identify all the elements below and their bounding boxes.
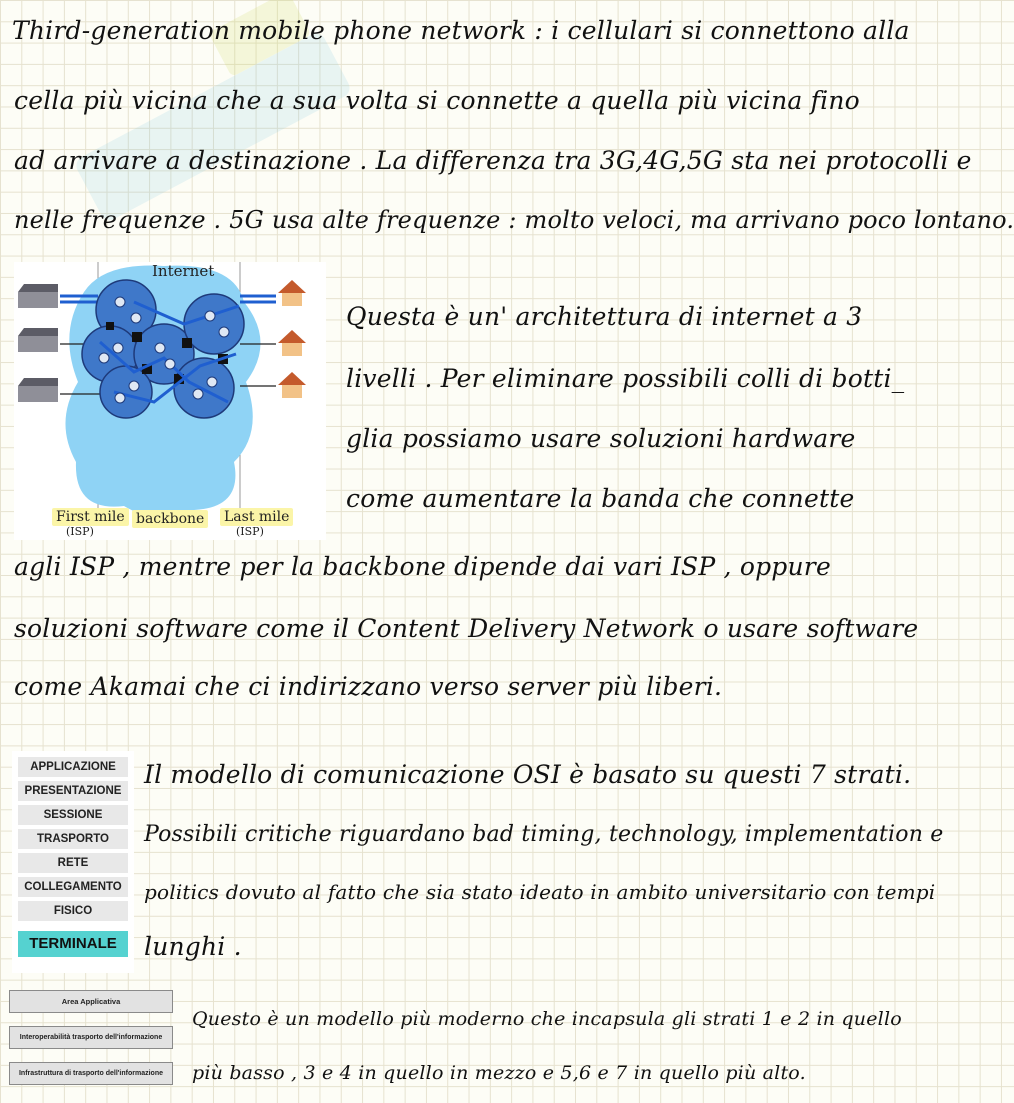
- note-line: come Akamai che ci indirizzano verso server più liberi.: [14, 672, 723, 701]
- note-line: ad arrivare a destinazione . La differenza tra 3G,4G,5G sta nei protocolli e: [14, 146, 972, 175]
- house-icon: [278, 280, 306, 398]
- area-infrastruttura: Infrastruttura di trasporto dell'informazione: [9, 1062, 173, 1085]
- note-line: nelle frequenze . 5G usa alte frequenze : molto veloci, ma arrivano poco lontano.: [14, 206, 1014, 234]
- note-line: politics dovuto al fatto che sia stato ideato in ambito universitario con tempi: [144, 880, 936, 904]
- first-mile-note: (ISP): [66, 525, 94, 538]
- osi-layer: RETE: [18, 853, 128, 873]
- first-mile-label: First mile: [52, 508, 129, 526]
- last-mile-note: (ISP): [236, 525, 264, 538]
- isp-region: [184, 294, 244, 354]
- osi-layer: FISICO: [18, 901, 128, 921]
- note-line: Questa è un' architettura di internet a 3: [346, 302, 863, 331]
- note-line: cella più vicina che a sua volta si connette a quella più vicina fino: [14, 86, 860, 115]
- area-applicativa: Area Applicativa: [9, 990, 173, 1013]
- note-line: Possibili critiche riguardano bad timing, technology, implementation e: [144, 822, 944, 847]
- note-line: più basso , 3 e 4 in quello in mezzo e 5,6 e 7 in quello più alto.: [192, 1062, 806, 1084]
- area-interoperabilita: Interoperabilità trasporto dell'informazione: [9, 1026, 173, 1049]
- network-diagram: [14, 262, 326, 540]
- osi-layer: TRASPORTO: [18, 829, 128, 849]
- building-icon: [18, 284, 58, 402]
- osi-layer-stack: [12, 751, 134, 973]
- backbone-label: backbone: [132, 510, 208, 528]
- note-line: Questo è un modello più moderno che incapsula gli strati 1 e 2 in quello: [192, 1008, 902, 1030]
- osi-layer: APPLICAZIONE: [18, 757, 128, 777]
- note-line: come aumentare la banda che connette: [346, 484, 855, 513]
- note-line: livelli . Per eliminare possibili colli di botti_: [346, 364, 905, 393]
- note-line: glia possiamo usare soluzioni hardware: [346, 424, 856, 453]
- note-line: agli ISP , mentre per la backbone dipende dai vari ISP , oppure: [14, 552, 831, 581]
- note-line: Third-generation mobile phone network : i cellulari si connettono alla: [12, 16, 910, 45]
- internet-architecture-figure: [14, 262, 326, 540]
- osi-terminal: TERMINALE: [18, 931, 128, 957]
- osi-layer: COLLEGAMENTO: [18, 877, 128, 897]
- note-line: lunghi .: [144, 932, 242, 961]
- osi-layer: PRESENTAZIONE: [18, 781, 128, 801]
- osi-layer: SESSIONE: [18, 805, 128, 825]
- isp-region: [174, 358, 234, 418]
- note-line: Il modello di comunicazione OSI è basato su questi 7 strati.: [144, 760, 912, 789]
- note-line: soluzioni software come il Content Delivery Network o usare software: [14, 614, 919, 643]
- internet-label: Internet: [152, 262, 215, 280]
- last-mile-label: Last mile: [220, 508, 293, 526]
